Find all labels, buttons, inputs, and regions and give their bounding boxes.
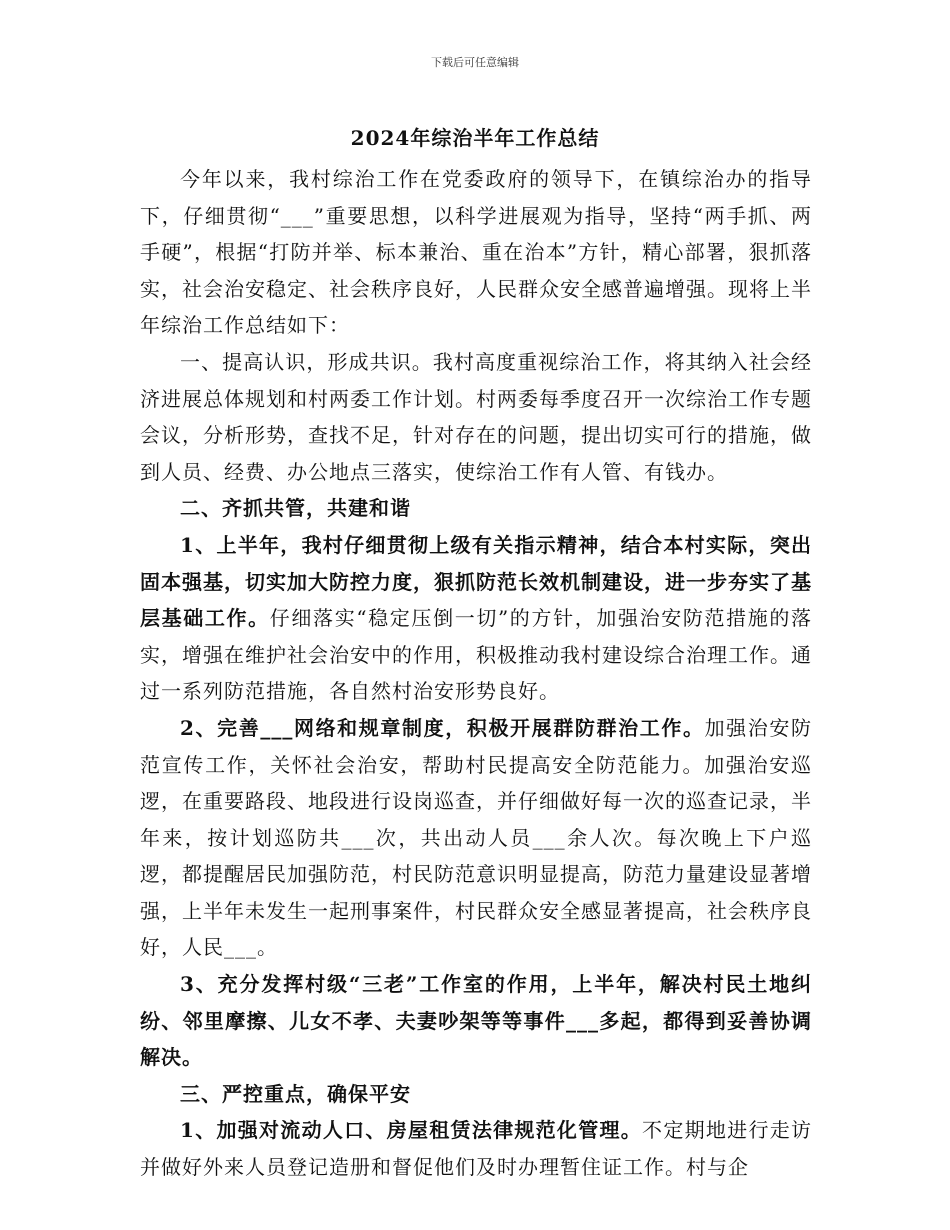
paragraph-2-2 [140,710,812,966]
paragraph-text: 一、提高认识，形成共识。我村高度重视综治工作，将其纳入社会经济进展总体规划和村两委工作计划。村两委每季度召开一次综治工作专题会议，分析形势，查找不足，针对存在的问题，提出切实可行的措施，做到人员、经费、办公地点三落实，使综治工作有人管、有钱办。 [140,349,812,484]
paragraph-text: 加强治安防范宣传工作，关怀社会治安，帮助村民提高安全防范能力。加强治安巡逻，在重要路段、地段进行设岗巡查，并仔细做好每一次的巡查记录，半年来，按计划巡防共___次，共出动人员___余人次。每次晚上下户巡逻，都提醒居民加强防范，村民防范意识明显提高，防范力量建设显著增强，上半年未发生一起刑事案件，村民群众安全感显著提高，社会秩序良好，人民___。 [140,715,813,960]
paragraph-3-1 [140,1112,812,1185]
paragraph-lead: 2、完善___网络和规章制度，积极开展群防群治工作。 [180,715,705,740]
document-body [140,161,812,1186]
paragraph-text: 不定期地进行走访并做好外来人员登记造册和督促他们及时办理暂住证工作。村与企 [140,1118,812,1180]
paragraph-lead: 1、加强对流动人口、房屋租赁法律规范化管理。 [180,1118,643,1143]
paragraph-2-1 [140,527,812,710]
paragraph-text: 仔细落实“稳定压倒一切”的方针，加强治安防范措施的落实，增强在维护社会治安中的作用，积极推动我村建设综合治理工作。通过一系列防范措施，各自然村治安形势良好。 [140,606,813,704]
section-heading-2 [140,490,812,527]
section-heading-3 [140,1076,812,1113]
paragraph-2-3 [140,966,812,1076]
paragraph-lead: 3、充分发挥村级“三老”工作室的作用，上半年，解决村民土地纠纷、邻里摩擦、儿女不孝、夫妻吵架等等事件___多起，都得到妥善协调解决。 [140,972,812,1070]
paragraph-lead: 1、上半年，我村仔细贯彻上级有关指示精神，结合本村实际，突出固本强基，切实加大防控力度，狠抓防范长效机制建设，进一步夯实了基层基础工作。 [140,532,812,631]
paragraph-section-1 [140,344,812,490]
heading-text: 二、齐抓共管，共建和谐 [180,496,411,521]
document-title: 2024年综治半年工作总结 [350,126,600,150]
download-note: 下载后可任意编辑 [431,56,519,69]
heading-text: 三、严控重点，确保平安 [180,1081,411,1106]
paragraph-text: 今年以来，我村综治工作在党委政府的领导下，在镇综治办的指导下，仔细贯彻“___”重要思想，以科学进展观为指导，坚持“两手抓、两手硬”，根据“打防并举、标本兼治、重在治本”方针，精心部署，狠抓落实，社会治安稳定、社会秩序良好，人民群众安全感普遍增强。现将上半年综治工作总结如下： [140,167,812,338]
paragraph-intro [140,161,812,344]
